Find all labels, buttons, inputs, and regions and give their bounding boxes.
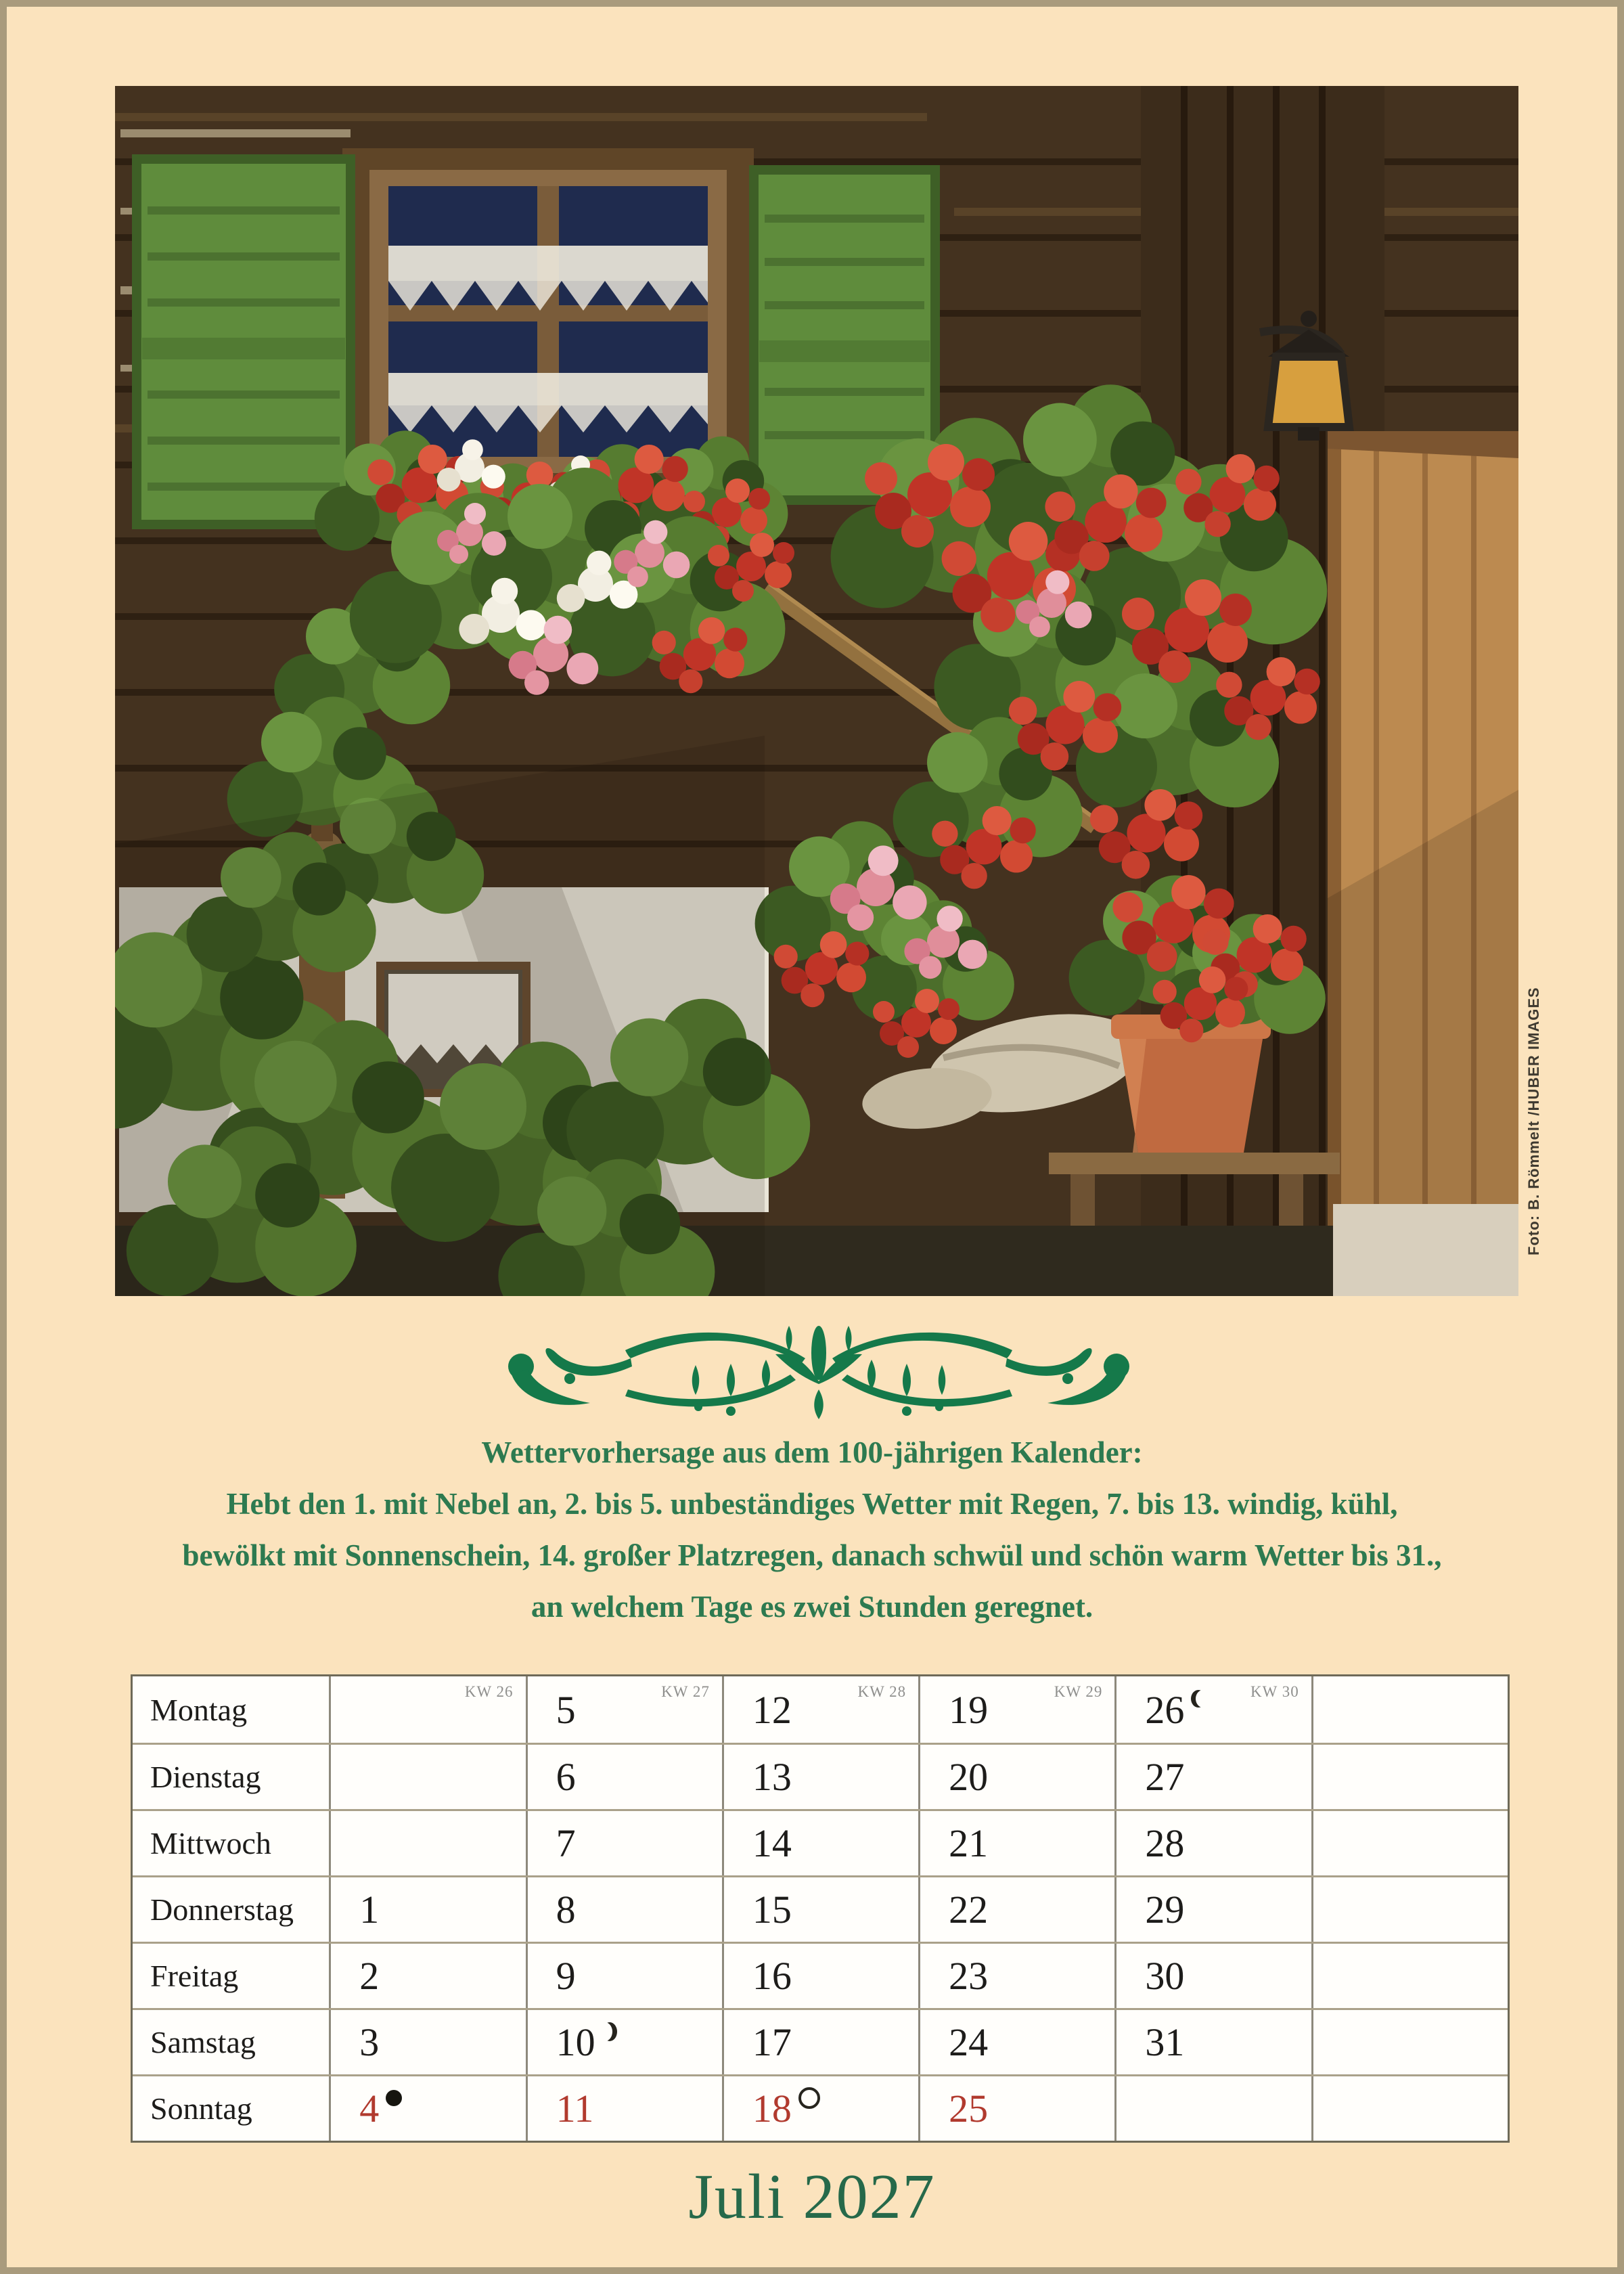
day-number: 4 (359, 2087, 380, 2131)
photo-illustration (115, 86, 1518, 1296)
day-number: 2 (359, 1954, 380, 1998)
weekday-label: Samstag (133, 2010, 329, 2074)
week-number: KW 30 (1250, 1683, 1299, 1700)
day-number: 6 (556, 1755, 576, 1799)
day-cell (1114, 1676, 1311, 1743)
day-number: 3 (359, 2020, 380, 2064)
day-number: 1 (359, 1888, 380, 1932)
day-cell (918, 1745, 1114, 1809)
day-number: 20 (949, 1755, 989, 1799)
forecast-line-3: bewölkt mit Sonnenschein, 14. großer Platzregen, danach schwül und schön warm Wetter bis 31., (182, 1538, 1442, 1572)
day-cell (918, 1811, 1114, 1875)
day-cell (1114, 1811, 1311, 1875)
weekday-label: Freitag (133, 1944, 329, 2008)
day-number: 14 (752, 1821, 792, 1865)
day-cell (1311, 1944, 1508, 2008)
day-number: 8 (556, 1888, 576, 1932)
day-number: 5 (556, 1687, 576, 1732)
day-cell (1311, 2010, 1508, 2074)
forecast-line-1: Wettervorhersage aus dem 100-jährigen Kalender: (481, 1435, 1143, 1469)
day-cell (329, 1944, 525, 2008)
weekday-label: Dienstag (133, 1745, 329, 1809)
day-number: 29 (1145, 1888, 1185, 1932)
weekday-label: Sonntag (133, 2076, 329, 2141)
weekday-label: Montag (133, 1676, 329, 1743)
new-moon-moon-icon (386, 2090, 402, 2106)
day-cell (526, 1676, 722, 1743)
table-row (133, 1809, 1508, 1875)
day-cell (1311, 1877, 1508, 1942)
day-number: 24 (949, 2020, 989, 2064)
day-number: 9 (556, 1954, 576, 1998)
table-row (133, 1875, 1508, 1942)
day-cell (918, 2076, 1114, 2141)
day-number: 18 (752, 2087, 792, 2131)
day-cell (1114, 1944, 1311, 2008)
flourish-icon (433, 1316, 1204, 1425)
day-cell (1114, 1877, 1311, 1942)
day-number: 16 (752, 1954, 792, 1998)
day-cell (329, 1811, 525, 1875)
photo-credit: Foto: B. Römmelt /HUBER IMAGES (1525, 987, 1542, 1255)
day-number: 25 (949, 2087, 989, 2131)
weekday-label: Mittwoch (133, 1811, 329, 1875)
day-number: 11 (556, 2087, 594, 2131)
day-cell (1311, 1811, 1508, 1875)
day-cell (526, 1811, 722, 1875)
weekday-label: Donnerstag (133, 1877, 329, 1942)
day-cell (526, 1877, 722, 1942)
day-number: 19 (949, 1687, 989, 1732)
day-cell (329, 1877, 525, 1942)
forecast-text (7, 1427, 1617, 1632)
day-number: 21 (949, 1821, 989, 1865)
day-number: 30 (1145, 1954, 1185, 1998)
week-number: KW 29 (1054, 1683, 1103, 1700)
page-title: Juli 2027 (688, 2162, 936, 2232)
day-cell (722, 1877, 918, 1942)
day-cell (329, 1745, 525, 1809)
day-cell (918, 1676, 1114, 1743)
day-number: 15 (752, 1888, 792, 1932)
day-cell (918, 1877, 1114, 1942)
day-number: 28 (1145, 1821, 1185, 1865)
day-cell (722, 1944, 918, 2008)
day-cell (918, 2010, 1114, 2074)
day-cell (526, 2010, 722, 2074)
day-number: 10 (556, 2020, 595, 2064)
day-cell (526, 2076, 722, 2141)
day-number: 26 (1145, 1687, 1185, 1732)
flourish-ornament (433, 1316, 1204, 1425)
week-number: KW 26 (464, 1683, 514, 1700)
week-number: KW 27 (661, 1683, 710, 1700)
day-cell (722, 1745, 918, 1809)
day-cell (722, 1676, 918, 1743)
day-cell (329, 2010, 525, 2074)
day-cell (329, 1676, 525, 1743)
day-cell (1311, 1676, 1508, 1743)
day-cell (918, 1944, 1114, 2008)
day-cell (722, 2010, 918, 2074)
table-row (133, 2008, 1508, 2074)
forecast-line-2: Hebt den 1. mit Nebel an, 2. bis 5. unbeständiges Wetter mit Regen, 7. bis 13. windig, kühl, (226, 1487, 1398, 1521)
day-cell (1311, 2076, 1508, 2141)
calendar-table (131, 1674, 1510, 2143)
day-number: 17 (752, 2020, 792, 2064)
day-cell (526, 1745, 722, 1809)
day-cell (722, 2076, 918, 2141)
week-number: KW 28 (857, 1683, 907, 1700)
day-number: 27 (1145, 1755, 1185, 1799)
table-row (133, 2074, 1508, 2141)
day-number: 31 (1145, 2020, 1185, 2064)
calendar-photo (115, 86, 1518, 1296)
day-cell (1114, 2010, 1311, 2074)
day-number: 13 (752, 1755, 792, 1799)
day-number: 23 (949, 1954, 989, 1998)
full-moon-moon-icon (798, 2087, 820, 2109)
table-row (133, 1942, 1508, 2008)
day-number: 7 (556, 1821, 576, 1865)
day-cell (1114, 2076, 1311, 2141)
forecast-line-4: an welchem Tage es zwei Stunden geregnet. (531, 1590, 1093, 1624)
day-number: 22 (949, 1888, 989, 1932)
day-cell (329, 2076, 525, 2141)
day-cell (1311, 1745, 1508, 1809)
table-row (133, 1676, 1508, 1743)
day-cell (1114, 1745, 1311, 1809)
day-cell (722, 1811, 918, 1875)
day-cell (526, 1944, 722, 2008)
first-quarter-moon-icon (602, 2022, 617, 2041)
last-quarter-moon-icon (1191, 1690, 1206, 1708)
table-row (133, 1743, 1508, 1809)
day-number: 12 (752, 1687, 792, 1732)
